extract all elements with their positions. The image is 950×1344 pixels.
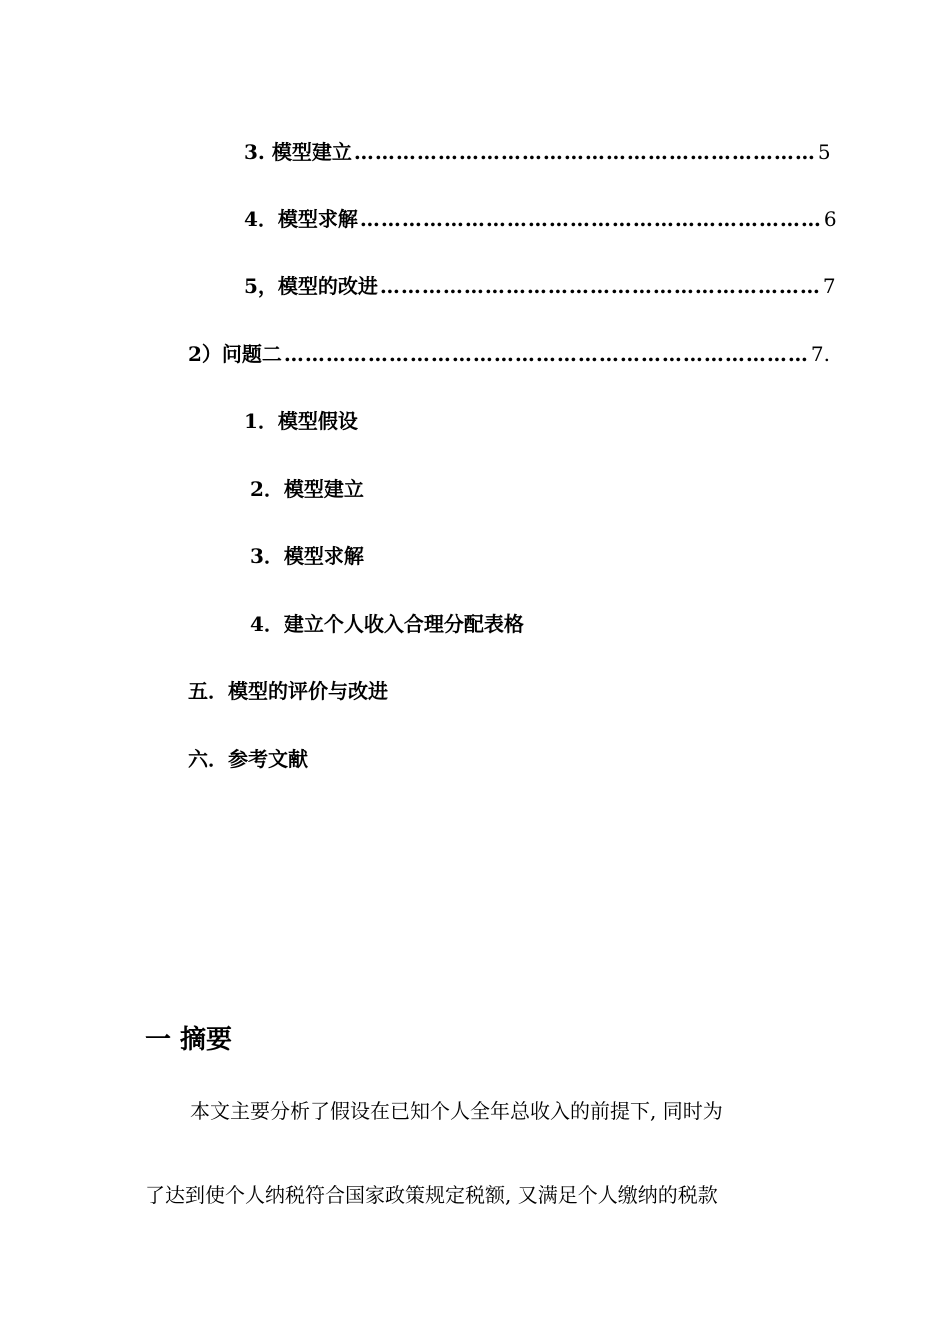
toc-dot-leader: ……………………………………………………… [379, 274, 821, 298]
toc-entry-5-model-improve[interactable] [244, 271, 836, 301]
toc-entry-label: 1．模型假设 [244, 409, 358, 433]
toc-entry-3-model-solve[interactable] [250, 541, 364, 571]
toc-page-number: 7. [810, 342, 831, 366]
abstract-paragraph-line-2: 了达到使个人纳税符合国家政策规定税额, 又满足个人缴纳的税款 [145, 1183, 718, 1207]
toc-entry-label: 五．模型的评价与改进 [188, 679, 388, 703]
toc-entry-4-model-solve[interactable] [244, 204, 837, 234]
toc-entry-1-model-assumption[interactable] [244, 406, 358, 436]
toc-entry-label: 六．参考文献 [188, 747, 308, 771]
toc-entry-label: 3．模型求解 [250, 544, 364, 568]
abstract-paragraph-line-1: 本文主要分析了假设在已知个人全年总收入的前提下, 同时为 [190, 1099, 723, 1123]
toc-entry-4-income-table[interactable] [250, 609, 524, 639]
toc-entry-question-two[interactable] [188, 339, 831, 369]
toc-page-number: 7 [822, 274, 836, 298]
toc-page-number: 6 [823, 207, 837, 231]
toc-entry-3-model-establish[interactable] [244, 137, 831, 167]
toc-entry-label: 4．建立个人收入合理分配表格 [250, 612, 524, 636]
toc-entry-label: 5，模型的改进 [244, 274, 378, 298]
toc-entry-label: 4．模型求解 [244, 207, 358, 231]
toc-entry-label: 2．模型建立 [250, 477, 364, 501]
toc-dot-leader: ………………………………………………………… [353, 140, 816, 164]
toc-page-number: 5 [817, 140, 831, 164]
toc-entry-label: 2）问题二 [188, 342, 282, 366]
toc-entry-label: 3. 模型建立 [244, 140, 352, 164]
abstract-heading: 一 摘要 [145, 1025, 233, 1055]
toc-dot-leader: ………………………………………………………… [359, 207, 822, 231]
toc-dot-leader: ………………………………………………………………… [283, 342, 809, 366]
toc-entry-five-evaluation[interactable] [188, 676, 388, 706]
toc-entry-2-model-establish[interactable] [250, 474, 364, 504]
toc-entry-six-references[interactable] [188, 744, 308, 774]
